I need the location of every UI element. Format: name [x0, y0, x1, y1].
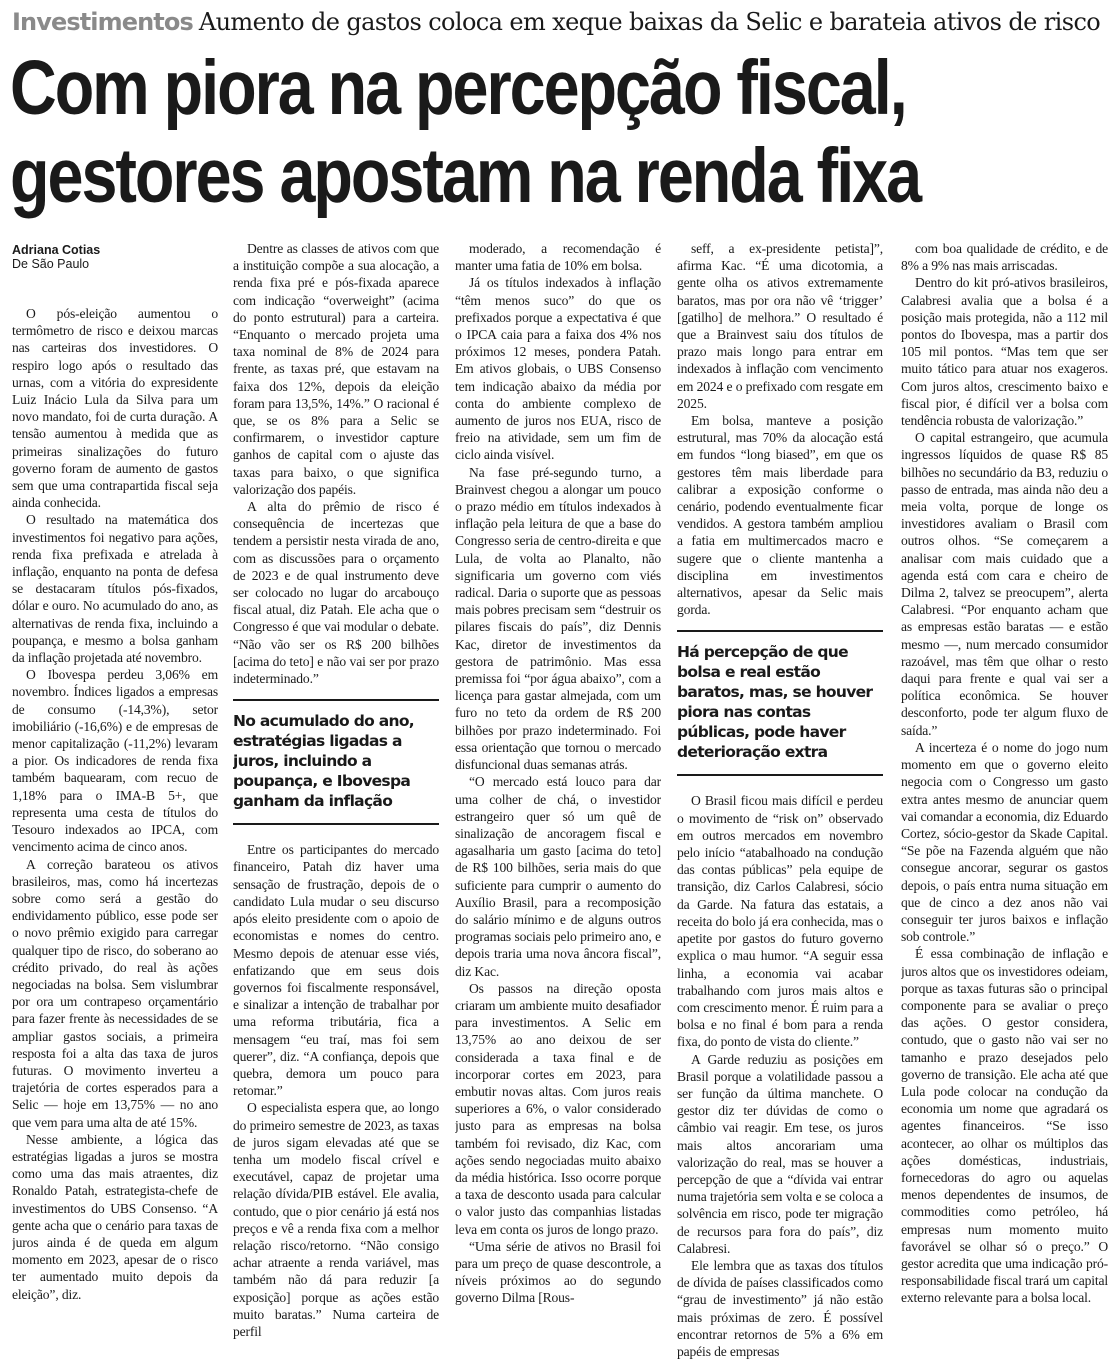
paragraph: Na fase pré-segundo turno, a Brainvest chegou a alongar um pouco o prazo médio em títulos indexados à inflação pela leitura de que a base do Congresso seria de centro-direita e que Lula, de volta ao Planalto, não significaria um governo com viés radical. Daria o suporte que as pessoas mais pobres precisam sem “destruir os pilares fiscais do país”, diz Dennis Kac, diretor de investimentos da gestora de patrimônio. Mas essa premissa foi “por água abaixo”, com a licença para gastar almejada, com um furo no teto da ordem de R$ 200 bilhões por prazo indeterminado. Foi essa orientação que tornou o mercado disfuncional duas semanas atrás. — [455, 464, 661, 773]
headline — [10, 44, 934, 220]
headline-line-1: Com piora na percepção fiscal, — [10, 45, 906, 131]
paragraph: O resultado na matemática dos investimentos foi negativo para ações, renda fixa prefixada e atrelada à inflação, enquanto na ponta de defesa se destacaram títulos pós-fixados, dólar e ouro. No acumulado do ano, as alternativas de renda fixa, incluindo a poupança, e mesmo a bolsa ganham da inflação projetada até novembro. — [12, 512, 218, 666]
paragraph: É essa combinação de inflação e juros altos que os investidores odeiam, porque as taxas futuras são o principal componente para se avaliar o preço das ações. O gestor considera, contudo, que o gasto não vai ser no tamanho e prazo desejados pelo governo de transição. Ele acha até que Lula pode colocar na condução da economia um nome que agradará os agentes financeiros. “Se isso acontecer, ao olhar os múltiplos das ações domésticas, industriais, fornecedoras do agro ou aquelas menos dependentes de insumos, de commodities como petróleo, há empresas num momento muito favorável se olhar só o preço.” O gestor acredita que uma indicação pró-responsabilidade fiscal trará um capital externo relevante para a bolsa local. — [901, 946, 1108, 1306]
paragraph: O capital estrangeiro, que acumula ingressos líquidos de quase R$ 85 bilhões no secundário da B3, reduziu o passo de entrada, mas ainda não deu a meia volta, porque de longe os investidores avaliam o Brasil com outros olhos. “Se começarem a analisar com mais cuidado que a agenda está com cara e cheiro de Dilma 2, talvez se preocupem”, alerta Calabresi. “Por enquanto acham que as empresas estão baratas — e estão mesmo —, num mercado consumidor razoável, mas têm que olhar o resto daqui para frente e qual vai ser a política econômica. Se houver desconforto, pode ter algum fluxo de saída.” — [901, 430, 1108, 738]
column-5 — [901, 240, 1108, 1365]
kicker-line — [12, 6, 1107, 38]
paragraph: Já os títulos indexados à inflação “têm menos suco” do que os prefixados porque a expectativa é que o IPCA caia para a faixa dos 4% nos próximos 12 meses, pondera Patah. Em ativos globais, o UBS Consenso tem indicação abaixo da média por conta do ambiente complexo de aumento de juros nos EUA, risco de freio na atividade, sem um fim de ciclo ainda visível. — [455, 275, 661, 463]
pull-quote-2 — [677, 630, 883, 776]
pull-quote-1 — [233, 699, 439, 825]
paragraph: O Ibovespa perdeu 3,06% em novembro. Índices ligados a empresas de consumo (-14,3%), setor imobiliário (-16,6%) e de empresas de menor capitalização (-11,2%) levaram a pior. Os indicadores de renda fixa também baquearam, com recuo de 1,18% para o IMA-B 5+, que representa uma cesta de títulos do Tesouro indexados ao IPCA, com vencimento acima de cinco anos. — [12, 667, 218, 855]
paragraph: A incerteza é o nome do jogo num momento em que o governo eleito negocia com o Congresso um gasto extra antes mesmo de anunciar quem vai comandar a economia, diz Eduardo Cortez, sócio-gestor da Skade Capital. “Se põe na Fazenda alguém que não consegue ancorar, segurar os gastos depois, o país entra numa situação em que de cinco a dez anos não vai conseguir ter juros baixos e inflação sob controle.” — [901, 739, 1108, 945]
paragraph: com boa qualidade de crédito, e de 8% a 9% nas mais arriscadas. — [901, 241, 1108, 274]
paragraph: Entre os participantes do mercado financeiro, Patah diz haver uma sensação de frustração, depois de o candidato Lula mudar o seu discurso após eleito presidente com o apoio de economistas e nomes do centro. Mesmo depois de atenuar esse viés, enfatizando que em seus dois governos foi fiscalmente responsável, e sinalizar a intenção de trabalhar por uma reforma tributária, fica a mensagem “eu traí, mas foi sem querer”, diz. “A confiança, depois que quebra, demora um pouco para retomar.” — [233, 842, 439, 1099]
paragraph: A Garde reduziu as posições em Brasil porque a volatilidade passou a ser função da última manchete. O gestor diz ter dúvidas de como o câmbio vai reagir. Em tese, os juros mais altos ancorariam uma valorização do real, mas se houver a percepção de que a “dívida vai entrar numa trajetória sem volta e se coloca a solvência em risco, pode ter migração de recursos para fora do país”, diz Calabresi. — [677, 1051, 883, 1256]
kicker-text: Aumento de gastos coloca em xeque baixas da Selic e barateia ativos de risco — [198, 8, 1101, 36]
paragraph: “O mercado está louco para dar uma colher de chá, o investidor estrangeiro quer só um quê de sinalização de ancoragem fiscal e agasalharia um gasto [acima do teto] de R$ 100 bilhões, seria mais do que suficiente para cumprir o aumento do Auxílio Brasil, para a recomposição do salário mínimo e de alguns outros programas sociais pelo primeiro ano, e depois traria uma nova âncora fiscal”, diz Kac. — [455, 774, 661, 979]
paragraph: Nesse ambiente, a lógica das estratégias ligadas a juros se mostra como uma das mais atraentes, diz Ronaldo Patah, estrategista-chefe de investimentos do UBS Consenso. “A gente acha que o cenário para taxas de juros ainda é de queda em algum momento em 2023, apesar de o risco ter aumentado muito depois da eleição”, diz. — [12, 1131, 218, 1302]
paragraph: A alta do prêmio de risco é consequência de incertezas que tendem a persistir nesta virada de ano, com as discussões para o orçamento de 2023 e de qual instrumento deve ser colocado no lugar do arcabouço fiscal atual, diz Patah. Ele acha que o Congresso é que vai modular o debate. “Não vão ser os R$ 200 bilhões [acima do teto] e não vai ser por prazo indeterminado.” — [233, 499, 439, 687]
paragraph: moderado, a recomendação é manter uma fatia de 10% em bolsa. — [455, 241, 661, 274]
section-label: Investimentos — [12, 8, 193, 36]
paragraph: “Uma série de ativos no Brasil foi para um preço de quase descontrole, a níveis próximos ao do segundo governo Dilma [Rous- — [455, 1238, 661, 1306]
paragraph: Dentre as classes de ativos com que a instituição compõe a sua alocação, a renda fixa pré e pós-fixada aparece com indicação “overweight” (acima do ponto estrutural) para a carteira. “Enquanto o mercado projeta uma taxa nominal de 8% de 2024 para frente, as taxas pré, que estavam na faixa dos 12%, depois da eleição foram para 13,5%, 14%.” O racional é que, se os 8% para a Selic se confirmarem, o investidor capture ganhos de capital com o ajuste das taxas para baixo, o que significa valorização dos papéis. — [233, 241, 439, 497]
paragraph: Os passos na direção oposta criaram um ambiente muito desafiador para investimentos. A Selic em 13,75% ao ano deixou de ser considerada a taxa final e de incorporar cortes em 2023, para embutir novas altas. Com juros reais superiores a 6%, o valor considerado justo para as empresas na bolsa também foi revisado, diz Kac, com ações sendo negociadas muito abaixo da média histórica. Isso ocorre porque a taxa de desconto usada para calcular o valor justo das companhias listadas leva em conta os juros de longo prazo. — [455, 980, 661, 1237]
column-4 — [677, 240, 883, 1365]
paragraph: O pós-eleição aumentou o termômetro de risco e deixou marcas nas carteiras dos investidores. O respiro logo após o resultado das urnas, com a vitória do expresidente Luiz Inácio Lula da Silva para um novo mandato, foi de curta duração. A tensão aumentou à medida que as primeiras sinalizações do futuro governo foram de aumento de gastos sem que uma contrapartida fiscal seja ainda conhecida. — [12, 306, 218, 511]
column-1 — [12, 240, 218, 1365]
column-3 — [455, 240, 661, 1365]
byline-author: Adriana Cotias — [12, 243, 101, 257]
paragraph: Ele lembra que as taxas dos títulos de dívida de países classificados como “grau de investimento” já não estão mais próximas de zero. É possível encontrar retornos de 5% a 6% em papéis de empresas — [677, 1257, 883, 1359]
column-2 — [233, 240, 439, 1365]
paragraph: A correção barateou os ativos brasileiros, mas, como há incertezas sobre como será a gestão do endividamento público, esse pode ser o novo prêmio exigido para carregar qualquer tipo de risco, do soberano ao crédito privado, do real às ações negociadas na bolsa. Sem vislumbrar por ora um contrapeso orçamentário para fazer frente às necessidades de se ampliar gastos sociais, a primeira resposta foi a alta das taxa de juros futuras. O movimento inverteu a trajetória de cortes esperados para a Selic — hoje em 13,75% — no ano que vem para uma alta de até 15%. — [12, 856, 218, 1130]
pull-quote-text: Há percepção de que bolsa e real estão baratos, mas, se houver piora nas contas públicas, pode haver deterioração extra — [677, 643, 873, 762]
paragraph: Em bolsa, manteve a posição estrutural, mas 70% da alocação está em fundos “long biased”, em que os gestores têm mais liberdade para calibrar a exposição conforme o cenário, podendo eventualmente ficar vendidos. A gestora também ampliou a fatia em multimercados macro e sugere que o cliente mantenha a disciplina em investimentos alternativos, apesar da Selic mais gorda. — [677, 413, 883, 618]
paragraph: O Brasil ficou mais difícil e perdeu o movimento de “risk on” observado em outros mercados em novembro pelo início “atabalhoado na condução das contas públicas” pela equipe de transição, diz Carlos Calabresi, sócio da Garde. Na fatura das estatais, a receita do bolo já era conhecida, mas o apetite por gastos do futuro governo explica o mau humor. “A seguir essa linha, a economia vai acabar trabalhando com juros mais altos e com crescimento menor. É ruim para a bolsa e no final é bom para a renda fixa, do ponto de vista do cliente.” — [677, 793, 883, 1050]
byline-location: De São Paulo — [12, 257, 90, 271]
pull-quote-text: No acumulado do ano, estratégias ligadas a juros, incluindo a poupança, e Ibovespa ganham da inflação — [233, 712, 414, 811]
paragraph: Dentro do kit pró-ativos brasileiros, Calabresi avalia que a bolsa é a posição mais protegida, não a 112 mil pontos do Ibovespa, mas a partir dos 105 mil pontos. “Mas tem que ser muito tático para atuar nos exageros. Com juros altos, crescimento baixo e fiscal pior, é difícil ver a bolsa com tendência robusta de valorização.” — [901, 275, 1108, 429]
paragraph: seff, a ex-presidente petista]”, afirma Kac. “É uma dicotomia, a gente olha os ativos extremamente baratos, mas por ora não vê ‘trigger’ [gatilho] de melhora.” O resultado é que a Brainvest saiu dos títulos de prazo mais longo para entrar em indexados à inflação com vencimento em 2024 e o prefixado com resgate em 2025. — [677, 241, 883, 411]
headline-line-2: gestores apostam na renda fixa — [10, 133, 921, 219]
paragraph: O especialista espera que, ao longo do primeiro semestre de 2023, as taxas de juros sigam elevadas até que se tenha um modelo fiscal crível e executável, capaz de projetar uma relação dívida/PIB estável. Ele avalia, contudo, que o pior cenário já está nos preços e vê a renda fixa com a melhor relação risco/retorno. “Não consigo achar atraente a renda variável, mas também não dá para reduzir [a exposição] porque as ações estão muito baratas.” Numa carteira de perfil — [233, 1100, 439, 1339]
